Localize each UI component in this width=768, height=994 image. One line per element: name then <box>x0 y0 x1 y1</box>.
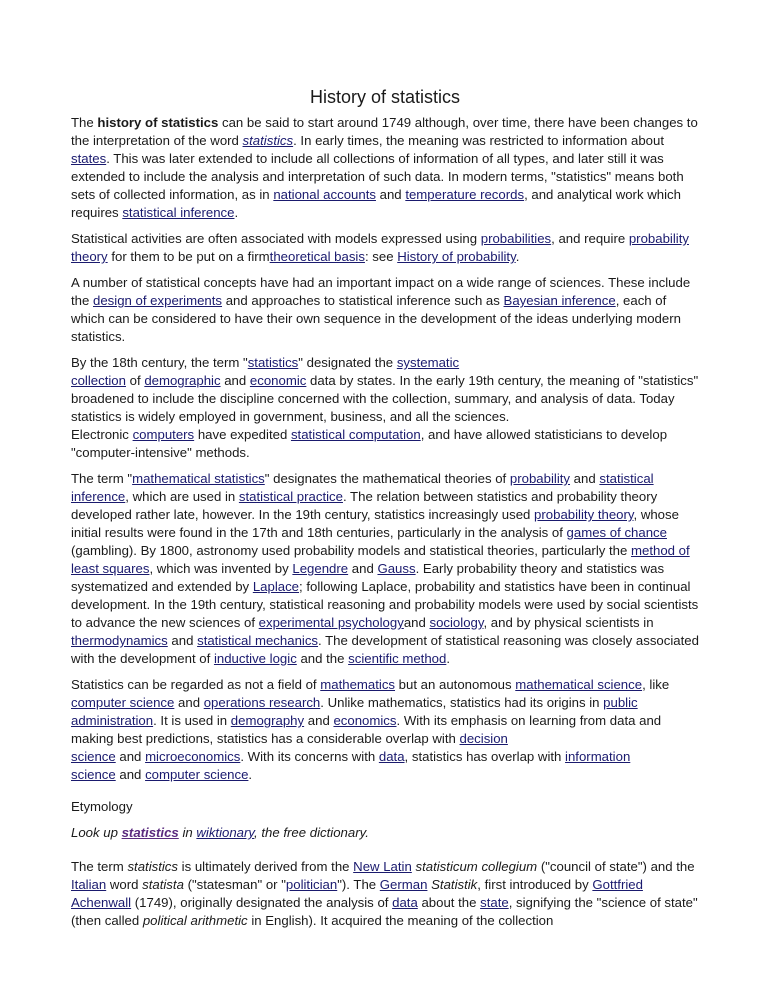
link-collection[interactable]: collection <box>71 373 126 388</box>
paragraph-etymology: The term statistics is ultimately derived from the New Latin statisticum collegium ("council of state") and the Italian word statista ("statesman" or "politician"). The German Statistik, first introduced by Gottfried Achenwall (1749), originally designated the analysis of data about the state, signifying the "science of state" (then called political arithmetic in English). It acquired the meaning of the collection <box>71 859 698 928</box>
link-statistical-practice[interactable]: statistical practice <box>238 489 343 504</box>
link-mathematical-science[interactable]: mathematical science <box>515 677 643 692</box>
link-microeconomics[interactable]: microeconomics <box>145 749 241 764</box>
link-legendre[interactable]: Legendre <box>292 561 349 576</box>
article-body <box>71 86 699 938</box>
link-probability-theory[interactable]: probability theory <box>71 231 689 264</box>
link-statistical-mechanics[interactable]: statistical mechanics <box>197 633 319 648</box>
link-statistical-inference-2[interactable]: statistical inference <box>71 471 654 504</box>
link-scientific-method[interactable]: scientific method <box>348 651 447 666</box>
link-politician[interactable]: politician <box>285 877 338 892</box>
link-thermodynamics[interactable]: thermodynamics <box>71 633 168 648</box>
link-inductive-logic[interactable]: inductive logic <box>213 651 297 666</box>
intro-paragraph: The history of statistics can be said to start around 1749 although, over time, there have been changes to the interpretation of the word statistics. In early times, the meaning was restricted to information about states. This was later extended to include all collections of information of all types, and later still it was extended to include the analysis and interpretation of such data. In modern terms, "statistics" means both sets of collected information, as in national accounts and temperature records, and analytical work which requires statistical inference. <box>71 115 698 220</box>
link-computer-science[interactable]: computer science <box>71 695 175 710</box>
link-national-accounts[interactable]: national accounts <box>273 187 376 202</box>
link-science-2[interactable]: science <box>71 767 116 782</box>
link-history-of-probability[interactable]: History of probability <box>397 249 516 264</box>
paragraph-mathematical-statistics: The term "mathematical statistics" designates the mathematical theories of probability and statistical inference, which are used in statistical practice. The relation between statistics and probability theory developed rather late, however. In the 19th century, statistics increasingly used probability theory, whose initial results were found in the 17th and 18th centuries, particularly in the analysis of games of chance (gambling). By 1800, astronomy used probability models and statistical theories, particularly the method of least squares, which was invented by Legendre and Gauss. Early probability theory and statistics was systematized and extended by Laplace; following Laplace, probability and statistics have been in continual development. In the 19th century, statistical reasoning and probability models were used by social scientists to advance the new sciences of experimental psychologyand sociology, and by physical scientists in thermodynamics and statistical mechanics. The development of statistical reasoning was closely associated with the development of inductive logic and the scientific method. <box>71 471 699 666</box>
section-heading-etymology: Etymology <box>71 799 133 814</box>
link-data-2[interactable]: data <box>392 895 418 910</box>
paragraph-models: Statistical activities are often associated with models expressed using probabilities, and require probability theory for them to be put on a firmtheoretical basis: see History of probability. <box>71 231 689 264</box>
link-new-latin[interactable]: New Latin <box>353 859 412 874</box>
link-demographic[interactable]: demographic <box>144 373 221 388</box>
page-title: History of statistics <box>309 87 461 107</box>
link-laplace[interactable]: Laplace <box>252 579 300 594</box>
link-computers[interactable]: computers <box>132 427 195 442</box>
link-experimental-psychology[interactable]: experimental psychology <box>258 615 404 630</box>
link-probability[interactable]: probability <box>509 471 571 486</box>
link-economic[interactable]: economic <box>249 373 307 388</box>
link-computer-science-2[interactable]: computer science <box>145 767 249 782</box>
link-state[interactable]: state <box>480 895 509 910</box>
link-probability-theory-2[interactable]: probability theory <box>534 507 634 522</box>
link-wiktionary[interactable]: wiktionary <box>196 825 255 840</box>
paragraph-field: Statistics can be regarded as not a field of mathematics but an autonomous mathematical science, like computer science and operations research. Unlike mathematics, statistics had its origins in public administration. It is used in demography and economics. With its emphasis on learning from data and making best predictions, statistics has a considerable overlap with decision science and microeconomics. With its concerns with data, statistics has overlap with information science and computer science. <box>71 677 670 782</box>
link-wiktionary-statistics[interactable]: statistics <box>121 825 179 840</box>
link-temperature-records[interactable]: temperature records <box>405 187 525 202</box>
link-theoretical-basis[interactable]: theoretical basis <box>269 249 365 264</box>
link-mathematics[interactable]: mathematics <box>320 677 396 692</box>
link-gauss[interactable]: Gauss <box>377 561 416 576</box>
link-decision[interactable]: decision <box>459 731 508 746</box>
link-operations-research[interactable]: operations research <box>203 695 321 710</box>
paragraph-concepts: A number of statistical concepts have had an important impact on a wide range of sciences. These include the design of experiments and approaches to statistical inference such as Bayesian inference, each of which can be considered to have their own sequence in the development of the ideas underlying modern statistics. <box>71 275 691 344</box>
link-information[interactable]: information <box>565 749 631 764</box>
link-method-of-least-squares[interactable]: method of least squares <box>71 543 690 576</box>
link-public-administration[interactable]: public administration <box>71 695 638 728</box>
link-statistics-2[interactable]: statistics <box>247 355 299 370</box>
paragraph-18th-century: By the 18th century, the term "statistics" designated the systematic collection of demographic and economic data by states. In the early 19th century, the meaning of "statistics" broadened to include the discipline concerned with the collection, summary, and analysis of data. Today statistics is widely employed in government, business, and all the sciences. Electronic computers have expedited statistical computation, and have allowed statisticians to develop "computer-intensive" methods. <box>71 355 699 460</box>
link-science[interactable]: science <box>71 749 116 764</box>
link-gottfried-achenwall[interactable]: Gottfried Achenwall <box>71 877 643 910</box>
link-demography[interactable]: demography <box>230 713 305 728</box>
link-sociology[interactable]: sociology <box>429 615 484 630</box>
wiktionary-note: Look up statistics in wiktionary, the free dictionary. <box>71 825 369 840</box>
link-design-of-experiments[interactable]: design of experiments <box>93 293 223 308</box>
link-statistics[interactable]: statistics <box>242 133 294 148</box>
link-statistical-inference[interactable]: statistical inference <box>122 205 235 220</box>
link-statistical-computation[interactable]: statistical computation <box>290 427 421 442</box>
link-bayesian-inference[interactable]: Bayesian inference <box>503 293 616 308</box>
link-economics[interactable]: economics <box>333 713 397 728</box>
link-games-of-chance[interactable]: games of chance <box>566 525 667 540</box>
link-mathematical-statistics[interactable]: mathematical statistics <box>132 471 265 486</box>
link-italian[interactable]: Italian <box>71 877 107 892</box>
link-german[interactable]: German <box>379 877 428 892</box>
link-systematic[interactable]: systematic <box>396 355 460 370</box>
link-probabilities[interactable]: probabilities <box>480 231 552 246</box>
link-data[interactable]: data <box>378 749 405 764</box>
link-states[interactable]: states <box>71 151 107 166</box>
